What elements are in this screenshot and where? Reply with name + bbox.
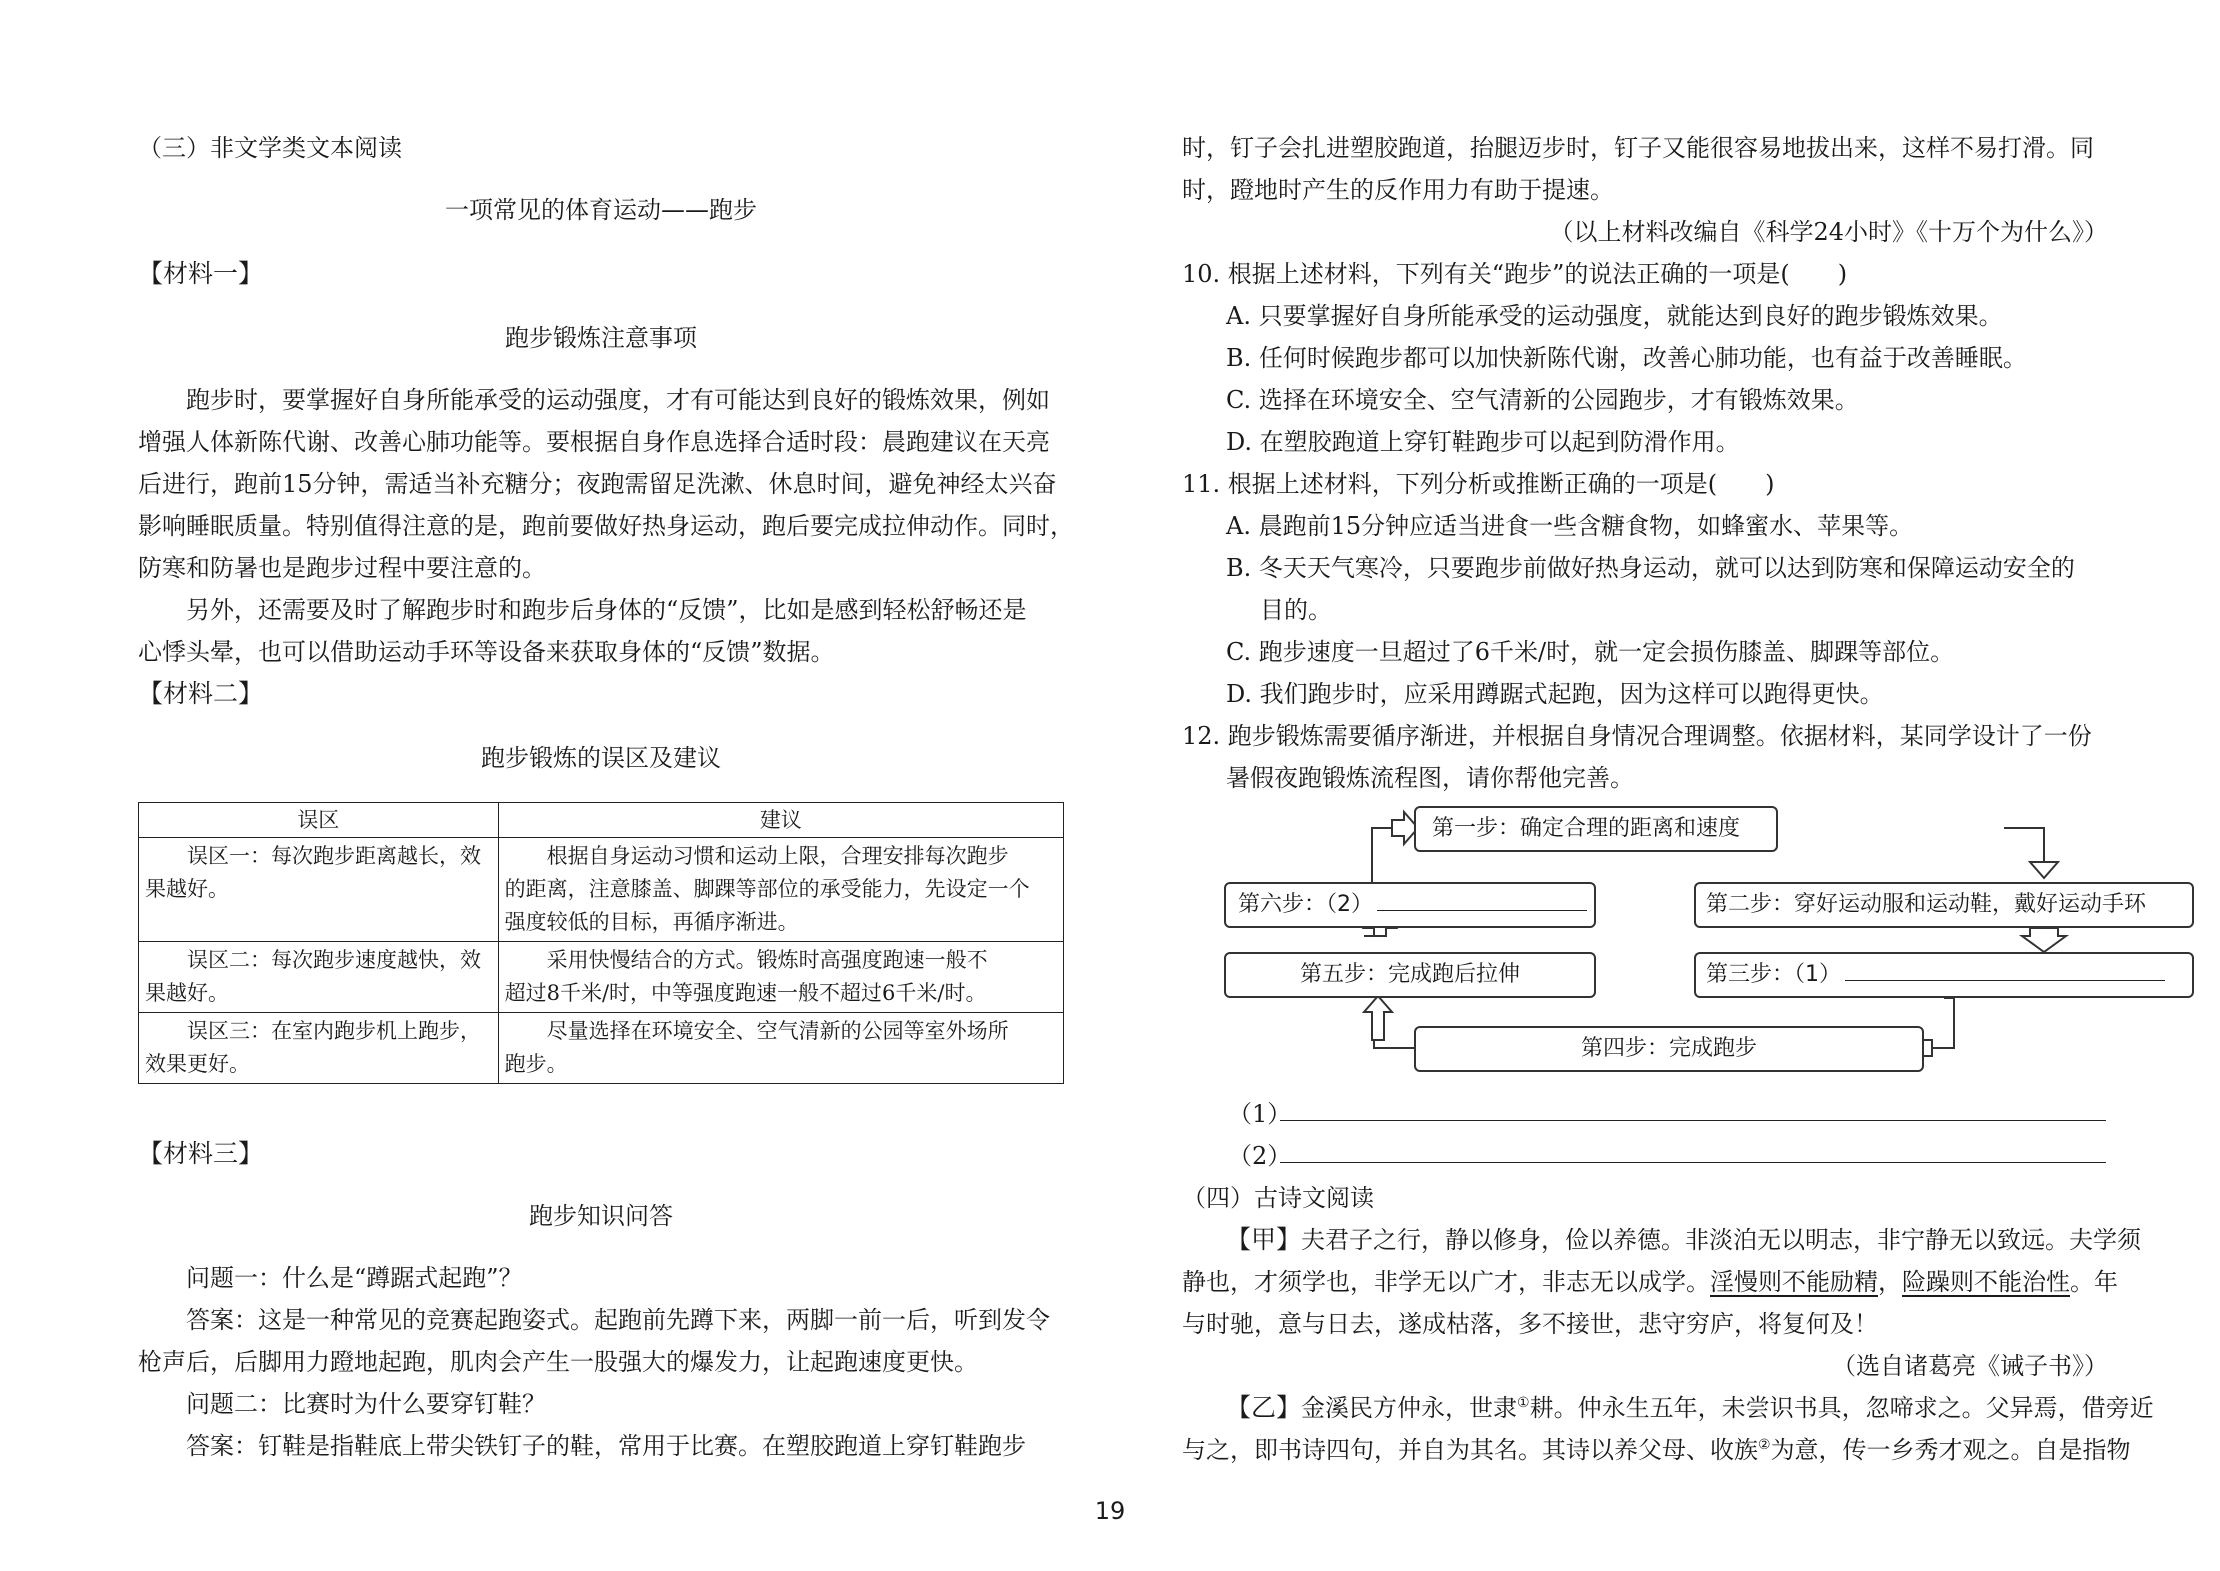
q10-option-a: A. 只要掌握好自身所能承受的运动强度，就能达到良好的跑步锻炼效果。 [1226,302,2003,330]
step-6-box: 第六步：（2） [1224,882,1596,928]
step-6-blank[interactable] [1377,886,1587,911]
advice-cell: 根据自身运动习惯和运动上限，合理安排每次跑步 的距离，注意膝盖、脚踝等部位的承受能力，先设定一个 强度较低的目标，再循序渐进。 [498,838,1063,942]
m1-p2-line: 另外，还需要及时了解跑步时和跑步后身体的“反馈”，比如是感到轻松舒畅还是 [138,596,1027,624]
step-3-blank[interactable] [1845,956,2165,981]
q11-option-c: C. 跑步速度一旦超过了6千米/时，就一定会损伤膝盖、脚踝等部位。 [1226,638,1955,666]
yi-line: 与之，即书诗四句，并自为其名。其诗以养父母、收族②为意，传一乡秀才观之。自是指物 [1182,1436,2131,1464]
poetry-section-heading: （四）古诗文阅读 [1182,1184,1374,1212]
step-5-box: 第五步：完成跑后拉伸 [1224,952,1596,998]
question-12-stem: 12. 跑步锻炼需要循序渐进，并根据自身情况合理调整。依据材料，某同学设计了一份 [1182,722,2092,750]
q11-option-b: B. 冬天天气寒冷，只要跑步前做好热身运动，就可以达到防寒和保障运动安全的 [1226,554,2075,582]
material-three-label: 【材料三】 [138,1139,264,1168]
table-header-advice: 建议 [498,803,1063,838]
answer-1-label: （1） [1228,1100,1292,1128]
jia-source: （选自诸葛亮《诫子书》） [1832,1352,2108,1380]
flowchart [1224,800,2147,1080]
footnote-mark: ② [1758,1437,1771,1453]
table-row [139,942,1064,1013]
material-one-label: 【材料一】 [138,259,264,288]
advice-cell: 尽量选择在环境安全、空气清新的公园等室外场所 跑步。 [498,1013,1063,1084]
step-3-box: 第三步：（1） [1694,952,2194,998]
question-12-stem-cont: 暑假夜跑锻炼流程图，请你帮他完善。 [1226,764,1634,792]
m1-p1-line: 跑步时，要掌握好自身所能承受的运动强度，才有可能达到良好的锻炼效果，例如 [138,386,1050,414]
q10-option-b: B. 任何时候跑步都可以加快新陈代谢，改善心肺功能，也有益于改善睡眠。 [1226,344,2027,372]
jia-line: 静也，才须学也，非学无以广才，非志无以成学。淫慢则不能励精，险躁则不能治性。年 [1182,1268,2118,1296]
table-header-myth: 误区 [139,803,499,838]
q11-option-b-cont: 目的。 [1260,596,1332,624]
advice-cell: 采用快慢结合的方式。锻炼时高强度跑速一般不 超过8千米/时，中等强度跑速一般不超过6千米/时。 [498,942,1063,1013]
m1-p1-line: 影响睡眠质量。特别值得注意的是，跑前要做好热身运动，跑后要完成拉伸动作。同时， [138,512,1074,540]
question-one: 问题一：什么是“蹲踞式起跑”？ [138,1264,523,1292]
table-header-row [139,803,1064,838]
yi-line: 【乙】金溪民方仲永，世隶①耕。仲永生五年，未尝识书具，忽啼求之。父异焉，借旁近 [1226,1393,2154,1422]
article-title: 一项常见的体育运动——跑步 [445,196,757,224]
jia-line: 与时驰，意与日去，遂成枯落，多不接世，悲守穷庐，将复何及！ [1182,1310,1878,1338]
table-row [139,838,1064,942]
jia-line: 【甲】夫君子之行，静以修身，俭以养德。非淡泊无以明志，非宁静无以致远。夫学须 [1226,1225,2142,1254]
underlined-phrase: 淫慢则不能励精 [1710,1268,1878,1296]
section-heading: （三）非文学类文本阅读 [138,134,402,162]
q10-option-c: C. 选择在环境安全、空气清新的公园跑步，才有锻炼效果。 [1226,386,1859,414]
q10-option-d: D. 在塑胶跑道上穿钉鞋跑步可以起到防滑作用。 [1226,428,1740,456]
jia-label: 【甲】 [1226,1225,1302,1254]
step-1-box: 第一步：确定合理的距离和速度 [1414,806,1778,852]
yi-label: 【乙】 [1226,1393,1302,1422]
material-three-title: 跑步知识问答 [529,1202,673,1230]
material-one-title: 跑步锻炼注意事项 [505,324,697,352]
footnote-mark: ① [1517,1395,1530,1411]
question-two: 问题二：比赛时为什么要穿钉鞋？ [138,1390,546,1418]
m1-p1-line: 增强人体新陈代谢、改善心肺功能等。要根据自身作息选择合适时段：晨跑建议在天亮 [138,428,1050,456]
continued-line: 时，蹬地时产生的反作用力有助于提速。 [1182,176,1614,204]
m1-p2-line: 心悸头晕，也可以借助运动手环等设备来获取身体的“反馈”数据。 [138,638,835,666]
underlined-phrase: 险躁则不能治性 [1902,1268,2070,1296]
myth-cell: 误区一：每次跑步距离越长，效 果越好。 [139,838,499,942]
answer-1-line[interactable] [1280,1092,2106,1121]
answer-two-line: 答案：钉鞋是指鞋底上带尖铁钉子的鞋，常用于比赛。在塑胶跑道上穿钉鞋跑步 [138,1432,1026,1460]
m1-p1-line: 防寒和防暑也是跑步过程中要注意的。 [138,554,546,582]
answer-one-line: 枪声后，后脚用力蹬地起跑，肌肉会产生一股强大的爆发力，让起跑速度更快。 [138,1348,978,1376]
q11-option-a: A. 晨跑前15分钟应适当进食一些含糖食物，如蜂蜜水、苹果等。 [1226,512,1914,540]
myth-cell: 误区三：在室内跑步机上跑步， 效果更好。 [139,1013,499,1084]
myths-table [138,802,1064,1084]
step-4-box: 第四步：完成跑步 [1414,1026,1924,1072]
m1-p1-line: 后进行，跑前15分钟，需适当补充糖分；夜跑需留足洗漱、休息时间，避免神经太兴奋 [138,470,1057,498]
q11-option-d: D. 我们跑步时，应采用蹲踞式起跑，因为这样可以跑得更快。 [1226,680,1884,708]
material-two-label: 【材料二】 [138,679,264,708]
answer-2-line[interactable] [1280,1134,2106,1163]
continued-line: 时，钉子会扎进塑胶跑道，抬腿迈步时，钉子又能很容易地拔出来，这样不易打滑。同 [1182,134,2094,162]
answer-2-label: （2） [1228,1142,1292,1170]
material-two-title: 跑步锻炼的误区及建议 [481,744,721,772]
page-number: 19 [1094,1497,1126,1525]
table-row [139,1013,1064,1084]
myth-cell: 误区二：每次跑步速度越快，效 果越好。 [139,942,499,1013]
question-10-stem: 10. 根据上述材料，下列有关“跑步”的说法正确的一项是( ) [1182,260,1848,288]
answer-one-line: 答案：这是一种常见的竞赛起跑姿式。起跑前先蹲下来，两脚一前一后，听到发令 [138,1306,1050,1334]
source-note: （以上材料改编自《科学24小时》《十万个为什么》） [1549,218,2108,246]
step-2-box: 第二步：穿好运动服和运动鞋，戴好运动手环 [1694,882,2194,928]
question-11-stem: 11. 根据上述材料，下列分析或推断正确的一项是( ) [1182,470,1775,498]
